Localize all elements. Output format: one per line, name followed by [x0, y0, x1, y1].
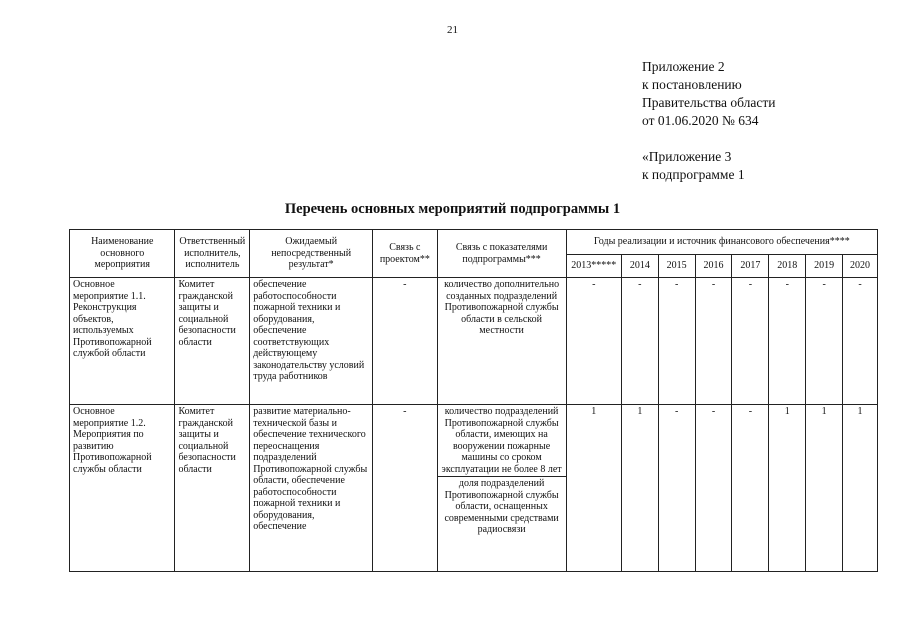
header-year: 2017 [732, 255, 769, 278]
header-indicators: Связь с показателями подпрограммы*** [437, 230, 566, 278]
cell-year-value: - [769, 278, 806, 405]
cell-year-value: 1 [843, 405, 878, 572]
cell-year-value: - [806, 278, 843, 405]
measures-table [69, 229, 878, 572]
cell-indicator: количество дополнительно созданных подразделений Противопожарной службы области в сельской местности [437, 278, 566, 405]
cell-year-value: - [695, 405, 732, 572]
header-year: 2018 [769, 255, 806, 278]
cell-year-value: 1 [566, 405, 621, 572]
cell-project: - [373, 405, 438, 572]
appendix-line: от 01.06.2020 № 634 [642, 113, 759, 128]
appendix-line: к постановлению [642, 77, 742, 92]
cell-indicator: доля подразделений Противопожарной службы области, оснащенных современными средствами радиосвязи [438, 476, 566, 537]
cell-indicator: количество подразделений Противопожарной службы области, имеющих на вооружении пожарные машины со сроком эксплуатации не более 8 лет [441, 406, 562, 475]
header-year: 2015 [658, 255, 695, 278]
cell-year-value: - [658, 278, 695, 405]
appendix-subline: «Приложение 3 [642, 149, 732, 164]
page-number: 21 [447, 24, 458, 36]
header-name: Наименование основного мероприятия [70, 230, 175, 278]
appendix-line: Приложение 2 [642, 59, 725, 74]
cell-indicators-split [437, 405, 566, 572]
cell-year-value: 1 [621, 405, 658, 572]
cell-name: Основное мероприятие 1.1. Реконструкция объектов, используемых Противопожарной службой области [70, 278, 175, 405]
cell-result: обеспечение работоспособности пожарной техники и оборудования, обеспечение соответствующих действующему законодательству условий труда работников [250, 278, 373, 405]
header-years-group: Годы реализации и источник финансового обеспечения**** [566, 230, 877, 255]
cell-year-value: - [621, 278, 658, 405]
cell-responsible: Комитет гражданской защиты и социальной безопасности области [175, 278, 250, 405]
cell-year-value: - [658, 405, 695, 572]
cell-year-value: - [843, 278, 878, 405]
cell-result: развитие материально-технической базы и обеспечение технического переоснащения подразделений Противопожарной службы области, обеспечение работоспособности пожарной техники и оборудования, обеспечение [250, 405, 373, 572]
appendix-block [642, 58, 775, 184]
cell-year-value: 1 [806, 405, 843, 572]
appendix-subline: к подпрограмме 1 [642, 167, 745, 182]
header-result: Ожидаемый непосредственный результат* [250, 230, 373, 278]
cell-name: Основное мероприятие 1.2. Мероприятия по развитию Противопожарной службы области [70, 405, 175, 572]
header-year: 2020 [843, 255, 878, 278]
header-year: 2014 [621, 255, 658, 278]
header-year: 2013***** [566, 255, 621, 278]
cell-year-value: - [732, 405, 769, 572]
document-title: Перечень основных мероприятий подпрограммы 1 [284, 201, 621, 217]
table-header-row [70, 230, 878, 255]
header-projects: Связь с проектом** [373, 230, 438, 278]
header-responsible: Ответственный исполнитель, исполнитель [175, 230, 250, 278]
cell-year-value: - [566, 278, 621, 405]
appendix-line: Правительства области [642, 95, 776, 110]
cell-project: - [373, 278, 438, 405]
cell-year-value: 1 [769, 405, 806, 572]
table-row [70, 405, 878, 572]
header-year: 2019 [806, 255, 843, 278]
header-year: 2016 [695, 255, 732, 278]
table-row [70, 278, 878, 405]
cell-responsible: Комитет гражданской защиты и социальной безопасности области [175, 405, 250, 572]
cell-year-value: - [732, 278, 769, 405]
cell-year-value: - [695, 278, 732, 405]
